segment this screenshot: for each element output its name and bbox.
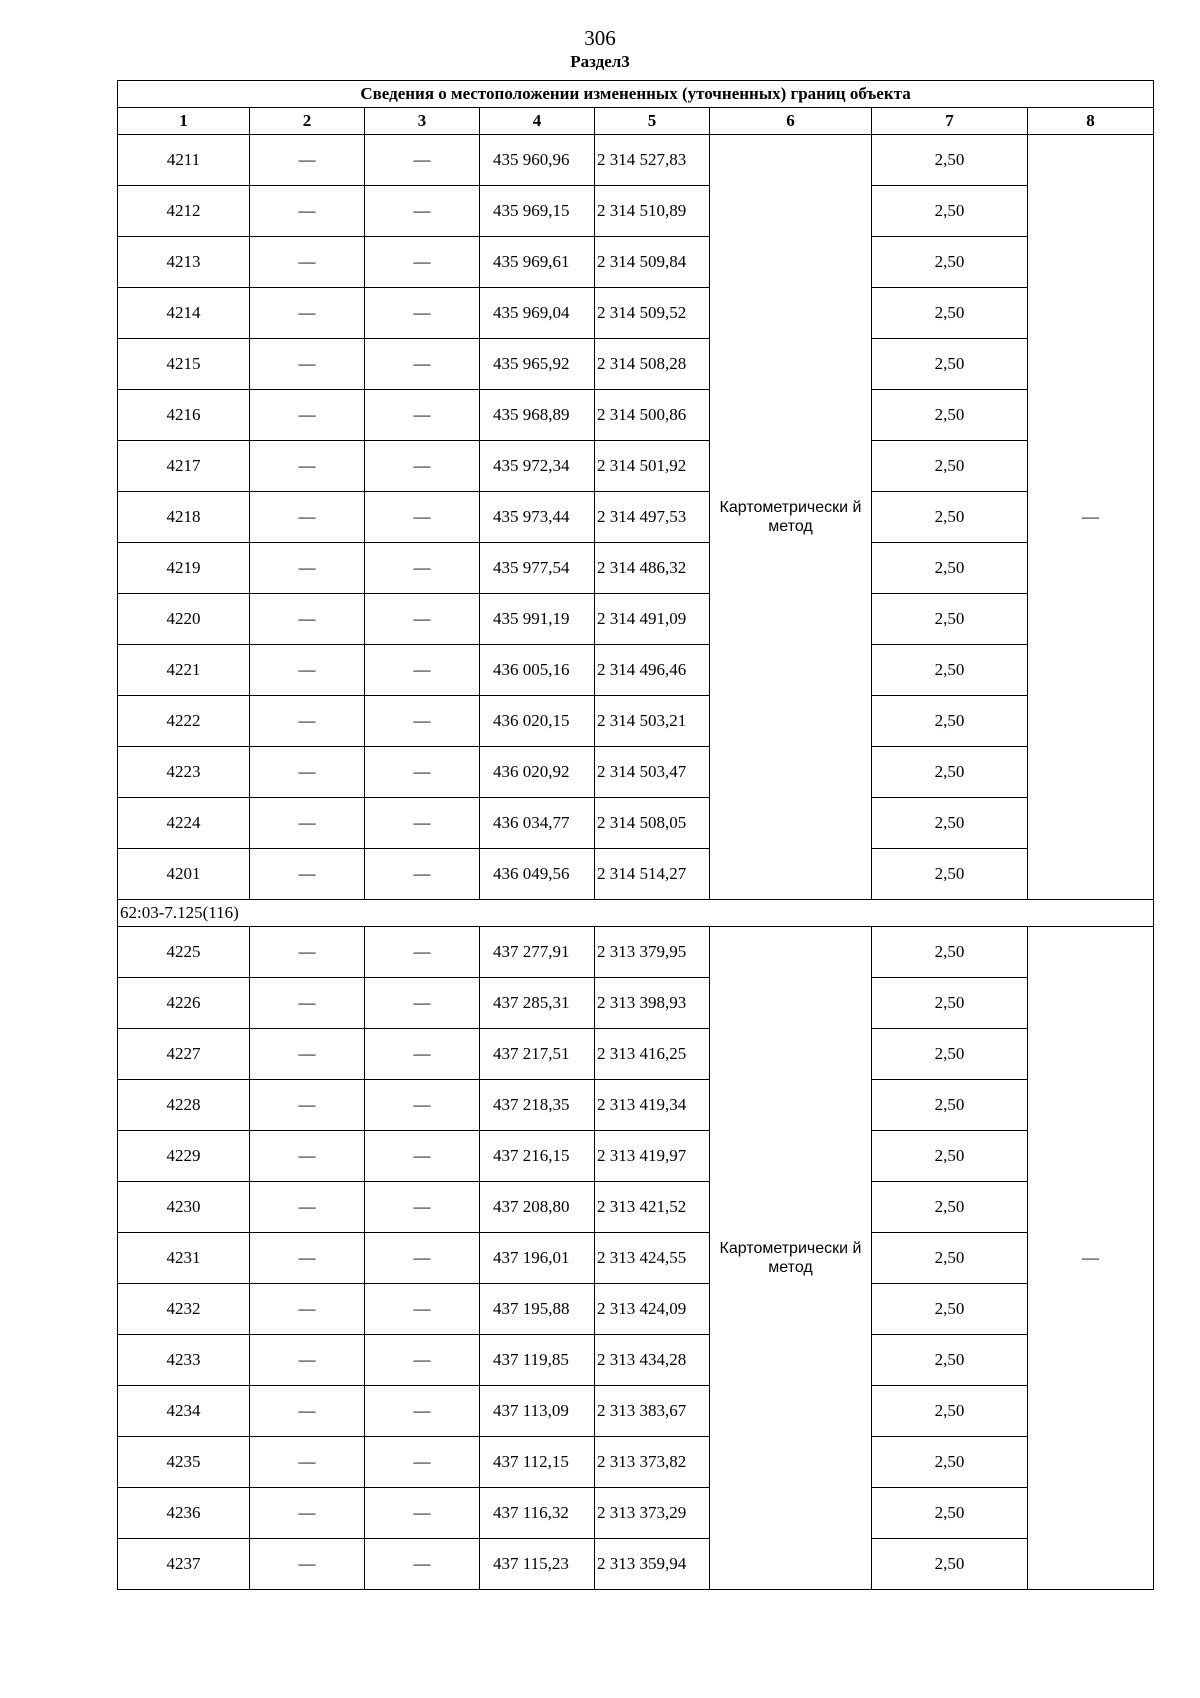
table-row <box>118 1539 1154 1590</box>
point-number-cell: 4226 <box>118 978 250 1029</box>
accuracy-cell: 2,50 <box>872 441 1028 492</box>
column-8-cell: — <box>1028 927 1154 1590</box>
column-2-cell: — <box>250 492 365 543</box>
column-2-cell: — <box>250 594 365 645</box>
table-row <box>118 978 1154 1029</box>
column-2-cell: — <box>250 339 365 390</box>
y-coordinate-cell: 2 314 501,92 <box>595 441 710 492</box>
column-2-cell: — <box>250 978 365 1029</box>
column-2-cell: — <box>250 1386 365 1437</box>
point-number-cell: 4215 <box>118 339 250 390</box>
table-row <box>118 645 1154 696</box>
accuracy-cell: 2,50 <box>872 1182 1028 1233</box>
accuracy-cell: 2,50 <box>872 849 1028 900</box>
x-coordinate-cell: 437 115,23 <box>480 1539 595 1590</box>
y-coordinate-cell: 2 314 497,53 <box>595 492 710 543</box>
parcel-group-row <box>118 900 1154 927</box>
table-row <box>118 390 1154 441</box>
accuracy-cell: 2,50 <box>872 1284 1028 1335</box>
column-3-cell: — <box>365 441 480 492</box>
column-2-cell: — <box>250 543 365 594</box>
y-coordinate-cell: 2 314 503,47 <box>595 747 710 798</box>
y-coordinate-cell: 2 314 508,28 <box>595 339 710 390</box>
accuracy-cell: 2,50 <box>872 1080 1028 1131</box>
column-2-cell: — <box>250 1182 365 1233</box>
table-row <box>118 747 1154 798</box>
y-coordinate-cell: 2 313 421,52 <box>595 1182 710 1233</box>
y-coordinate-cell: 2 314 500,86 <box>595 390 710 441</box>
column-2-cell: — <box>250 798 365 849</box>
y-coordinate-cell: 2 314 491,09 <box>595 594 710 645</box>
point-number-cell: 4220 <box>118 594 250 645</box>
accuracy-cell: 2,50 <box>872 1131 1028 1182</box>
y-coordinate-cell: 2 313 373,82 <box>595 1437 710 1488</box>
column-3-cell: — <box>365 1335 480 1386</box>
point-number-cell: 4222 <box>118 696 250 747</box>
column-header: 3 <box>365 108 480 135</box>
accuracy-cell: 2,50 <box>872 696 1028 747</box>
accuracy-cell: 2,50 <box>872 135 1028 186</box>
column-header: 2 <box>250 108 365 135</box>
y-coordinate-cell: 2 313 416,25 <box>595 1029 710 1080</box>
point-number-cell: 4233 <box>118 1335 250 1386</box>
table-row <box>118 492 1154 543</box>
column-3-cell: — <box>365 645 480 696</box>
table-row <box>118 1029 1154 1080</box>
y-coordinate-cell: 2 313 373,29 <box>595 1488 710 1539</box>
y-coordinate-cell: 2 313 398,93 <box>595 978 710 1029</box>
column-3-cell: — <box>365 747 480 798</box>
column-3-cell: — <box>365 927 480 978</box>
y-coordinate-cell: 2 314 509,52 <box>595 288 710 339</box>
point-number-cell: 4228 <box>118 1080 250 1131</box>
point-number-cell: 4219 <box>118 543 250 594</box>
column-3-cell: — <box>365 339 480 390</box>
point-number-cell: 4225 <box>118 927 250 978</box>
column-2-cell: — <box>250 1284 365 1335</box>
column-2-cell: — <box>250 1233 365 1284</box>
column-2-cell: — <box>250 186 365 237</box>
table-row <box>118 339 1154 390</box>
column-2-cell: — <box>250 1437 365 1488</box>
column-3-cell: — <box>365 849 480 900</box>
accuracy-cell: 2,50 <box>872 927 1028 978</box>
x-coordinate-cell: 435 960,96 <box>480 135 595 186</box>
column-2-cell: — <box>250 1131 365 1182</box>
accuracy-cell: 2,50 <box>872 186 1028 237</box>
column-3-cell: — <box>365 1233 480 1284</box>
point-number-cell: 4218 <box>118 492 250 543</box>
column-3-cell: — <box>365 288 480 339</box>
point-number-cell: 4216 <box>118 390 250 441</box>
point-number-cell: 4234 <box>118 1386 250 1437</box>
column-2-cell: — <box>250 927 365 978</box>
column-2-cell: — <box>250 288 365 339</box>
x-coordinate-cell: 436 034,77 <box>480 798 595 849</box>
y-coordinate-cell: 2 313 359,94 <box>595 1539 710 1590</box>
column-3-cell: — <box>365 543 480 594</box>
accuracy-cell: 2,50 <box>872 1335 1028 1386</box>
column-2-cell: — <box>250 1080 365 1131</box>
column-2-cell: — <box>250 1335 365 1386</box>
coordinates-table <box>117 80 1154 1590</box>
x-coordinate-cell: 435 973,44 <box>480 492 595 543</box>
section-title: Раздел3 <box>570 52 630 71</box>
x-coordinate-cell: 436 020,92 <box>480 747 595 798</box>
x-coordinate-cell: 437 277,91 <box>480 927 595 978</box>
column-3-cell: — <box>365 1437 480 1488</box>
table-row <box>118 696 1154 747</box>
column-3-cell: — <box>365 390 480 441</box>
column-3-cell: — <box>365 798 480 849</box>
y-coordinate-cell: 2 313 419,34 <box>595 1080 710 1131</box>
point-number-cell: 4223 <box>118 747 250 798</box>
point-number-cell: 4229 <box>118 1131 250 1182</box>
accuracy-cell: 2,50 <box>872 543 1028 594</box>
column-2-cell: — <box>250 1539 365 1590</box>
accuracy-cell: 2,50 <box>872 288 1028 339</box>
point-number-cell: 4211 <box>118 135 250 186</box>
accuracy-cell: 2,50 <box>872 1029 1028 1080</box>
table-row <box>118 1335 1154 1386</box>
column-header: 7 <box>872 108 1028 135</box>
x-coordinate-cell: 437 119,85 <box>480 1335 595 1386</box>
y-coordinate-cell: 2 314 510,89 <box>595 186 710 237</box>
column-3-cell: — <box>365 1131 480 1182</box>
point-number-cell: 4217 <box>118 441 250 492</box>
x-coordinate-cell: 437 112,15 <box>480 1437 595 1488</box>
y-coordinate-cell: 2 314 496,46 <box>595 645 710 696</box>
x-coordinate-cell: 437 216,15 <box>480 1131 595 1182</box>
table-row <box>118 441 1154 492</box>
column-8-cell: — <box>1028 135 1154 900</box>
accuracy-cell: 2,50 <box>872 492 1028 543</box>
accuracy-cell: 2,50 <box>872 1488 1028 1539</box>
column-3-cell: — <box>365 1029 480 1080</box>
table-row <box>118 543 1154 594</box>
table-row <box>118 1233 1154 1284</box>
parcel-number: 62:03-7.125(116) <box>118 900 1154 927</box>
column-2-cell: — <box>250 135 365 186</box>
column-header: 4 <box>480 108 595 135</box>
table-row <box>118 1437 1154 1488</box>
y-coordinate-cell: 2 314 527,83 <box>595 135 710 186</box>
x-coordinate-cell: 437 208,80 <box>480 1182 595 1233</box>
table-row <box>118 1488 1154 1539</box>
method-cell: Картометрически й метод <box>710 135 872 900</box>
column-2-cell: — <box>250 645 365 696</box>
table-row <box>118 1131 1154 1182</box>
x-coordinate-cell: 437 218,35 <box>480 1080 595 1131</box>
column-3-cell: — <box>365 978 480 1029</box>
accuracy-cell: 2,50 <box>872 1233 1028 1284</box>
y-coordinate-cell: 2 313 383,67 <box>595 1386 710 1437</box>
accuracy-cell: 2,50 <box>872 237 1028 288</box>
table-row <box>118 288 1154 339</box>
x-coordinate-cell: 435 965,92 <box>480 339 595 390</box>
point-number-cell: 4212 <box>118 186 250 237</box>
x-coordinate-cell: 437 116,32 <box>480 1488 595 1539</box>
column-3-cell: — <box>365 492 480 543</box>
point-number-cell: 4232 <box>118 1284 250 1335</box>
accuracy-cell: 2,50 <box>872 594 1028 645</box>
y-coordinate-cell: 2 313 424,55 <box>595 1233 710 1284</box>
y-coordinate-cell: 2 313 434,28 <box>595 1335 710 1386</box>
column-2-cell: — <box>250 390 365 441</box>
column-2-cell: — <box>250 1488 365 1539</box>
accuracy-cell: 2,50 <box>872 747 1028 798</box>
column-header: 5 <box>595 108 710 135</box>
x-coordinate-cell: 435 969,61 <box>480 237 595 288</box>
y-coordinate-cell: 2 313 424,09 <box>595 1284 710 1335</box>
x-coordinate-cell: 435 968,89 <box>480 390 595 441</box>
x-coordinate-cell: 437 217,51 <box>480 1029 595 1080</box>
x-coordinate-cell: 437 113,09 <box>480 1386 595 1437</box>
x-coordinate-cell: 436 005,16 <box>480 645 595 696</box>
method-cell: Картометрически й метод <box>710 927 872 1590</box>
x-coordinate-cell: 437 195,88 <box>480 1284 595 1335</box>
point-number-cell: 4201 <box>118 849 250 900</box>
column-3-cell: — <box>365 1539 480 1590</box>
accuracy-cell: 2,50 <box>872 390 1028 441</box>
column-3-cell: — <box>365 1182 480 1233</box>
column-3-cell: — <box>365 1080 480 1131</box>
x-coordinate-cell: 437 285,31 <box>480 978 595 1029</box>
table-row <box>118 1386 1154 1437</box>
column-header-row <box>118 108 1154 135</box>
table-row <box>118 798 1154 849</box>
accuracy-cell: 2,50 <box>872 1539 1028 1590</box>
column-3-cell: — <box>365 135 480 186</box>
table-row <box>118 927 1154 978</box>
table-row <box>118 1182 1154 1233</box>
table-row <box>118 237 1154 288</box>
accuracy-cell: 2,50 <box>872 798 1028 849</box>
x-coordinate-cell: 436 020,15 <box>480 696 595 747</box>
column-3-cell: — <box>365 1488 480 1539</box>
accuracy-cell: 2,50 <box>872 339 1028 390</box>
x-coordinate-cell: 436 049,56 <box>480 849 595 900</box>
y-coordinate-cell: 2 314 486,32 <box>595 543 710 594</box>
column-3-cell: — <box>365 1284 480 1335</box>
column-2-cell: — <box>250 1029 365 1080</box>
table-row <box>118 135 1154 186</box>
y-coordinate-cell: 2 314 503,21 <box>595 696 710 747</box>
column-3-cell: — <box>365 1386 480 1437</box>
point-number-cell: 4214 <box>118 288 250 339</box>
y-coordinate-cell: 2 314 514,27 <box>595 849 710 900</box>
column-3-cell: — <box>365 186 480 237</box>
column-2-cell: — <box>250 849 365 900</box>
table-row <box>118 186 1154 237</box>
point-number-cell: 4224 <box>118 798 250 849</box>
table-row <box>118 594 1154 645</box>
point-number-cell: 4221 <box>118 645 250 696</box>
point-number-cell: 4227 <box>118 1029 250 1080</box>
column-header: 1 <box>118 108 250 135</box>
point-number-cell: 4237 <box>118 1539 250 1590</box>
column-3-cell: — <box>365 594 480 645</box>
table-title: Сведения о местоположении измененных (уточненных) границ объекта <box>118 81 1154 108</box>
point-number-cell: 4231 <box>118 1233 250 1284</box>
x-coordinate-cell: 437 196,01 <box>480 1233 595 1284</box>
column-2-cell: — <box>250 696 365 747</box>
table-title-row <box>118 81 1154 108</box>
x-coordinate-cell: 435 972,34 <box>480 441 595 492</box>
x-coordinate-cell: 435 977,54 <box>480 543 595 594</box>
accuracy-cell: 2,50 <box>872 978 1028 1029</box>
x-coordinate-cell: 435 969,15 <box>480 186 595 237</box>
x-coordinate-cell: 435 969,04 <box>480 288 595 339</box>
y-coordinate-cell: 2 313 419,97 <box>595 1131 710 1182</box>
page-number: 306 <box>584 26 616 50</box>
column-2-cell: — <box>250 237 365 288</box>
y-coordinate-cell: 2 314 509,84 <box>595 237 710 288</box>
y-coordinate-cell: 2 313 379,95 <box>595 927 710 978</box>
y-coordinate-cell: 2 314 508,05 <box>595 798 710 849</box>
point-number-cell: 4235 <box>118 1437 250 1488</box>
accuracy-cell: 2,50 <box>872 1386 1028 1437</box>
table-row <box>118 1284 1154 1335</box>
column-header: 6 <box>710 108 872 135</box>
x-coordinate-cell: 435 991,19 <box>480 594 595 645</box>
table-row <box>118 1080 1154 1131</box>
accuracy-cell: 2,50 <box>872 1437 1028 1488</box>
column-2-cell: — <box>250 747 365 798</box>
column-2-cell: — <box>250 441 365 492</box>
table-row <box>118 849 1154 900</box>
column-3-cell: — <box>365 696 480 747</box>
point-number-cell: 4213 <box>118 237 250 288</box>
point-number-cell: 4230 <box>118 1182 250 1233</box>
column-header: 8 <box>1028 108 1154 135</box>
point-number-cell: 4236 <box>118 1488 250 1539</box>
accuracy-cell: 2,50 <box>872 645 1028 696</box>
column-3-cell: — <box>365 237 480 288</box>
